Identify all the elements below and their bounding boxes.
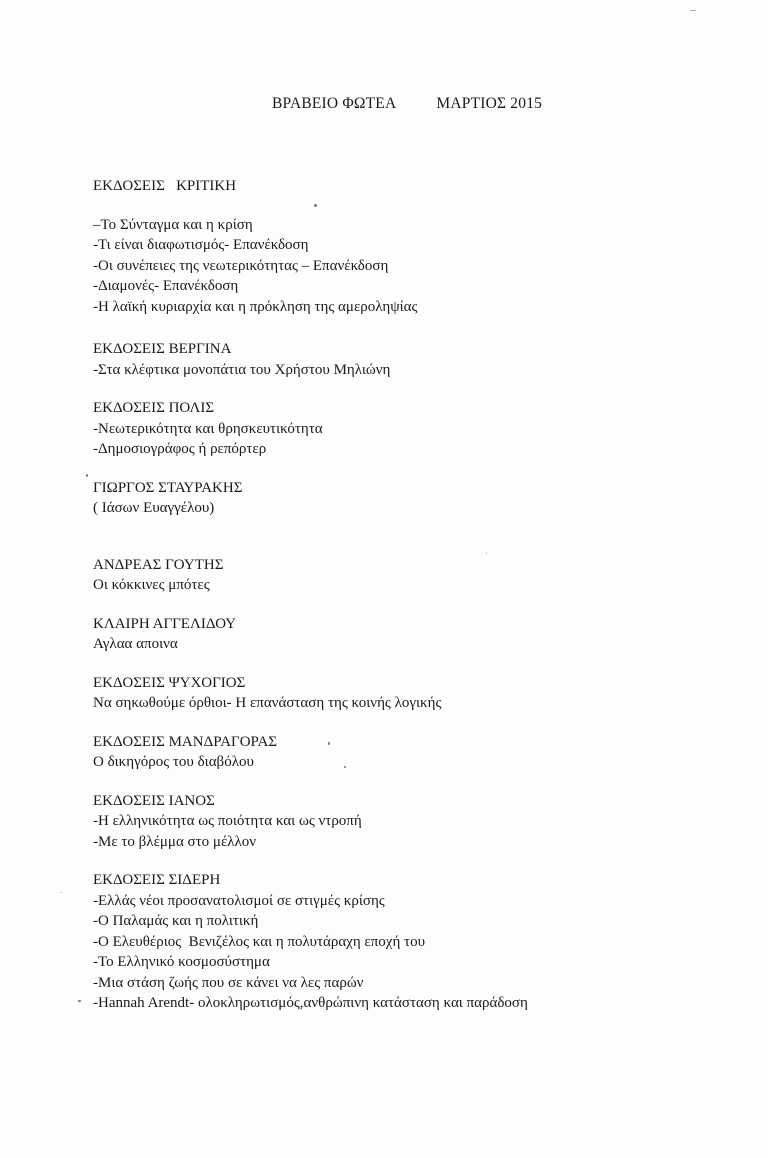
award-title: ΒΡΑΒΕΙΟ ΦΩΤΕΑ bbox=[272, 95, 397, 112]
list-item: -Δημοσιογράφος ή ρεπόρτερ bbox=[93, 441, 267, 457]
section-title: ΕΚΔΟΣΕΙΣ ΠΟΛΙΣ bbox=[93, 400, 215, 416]
list-item: -Ο Παλαμάς και η πολιτική bbox=[93, 913, 259, 929]
scan-speck bbox=[86, 474, 88, 477]
list-item: Ο δικηγόρος του διαβόλου bbox=[93, 754, 254, 770]
list-item: -Ελλάς νέοι προσανατολισμοί σε στιγμές κρίσης bbox=[93, 892, 385, 909]
section-title: ΕΚΔΟΣΕΙΣ ΨΥΧΟΓΙΟΣ bbox=[93, 674, 246, 691]
section-sideri bbox=[93, 870, 733, 1014]
section-title: ΕΚΔΟΣΕΙΣ ΣΙΔΕΡΗ bbox=[93, 872, 221, 888]
list-item: -Η λαϊκή κυριαρχία και η πρόκληση της αμεροληψίας bbox=[93, 298, 418, 315]
list-item: Να σηκωθούμε όρθιοι- Η επανάσταση της κοινής λογικής bbox=[93, 695, 442, 711]
list-item: -Τι είναι διαφωτισμός- Επανέκδοση bbox=[93, 237, 309, 253]
section-goutis bbox=[93, 555, 733, 596]
list-item: –Το Σύνταγμα και η κρίση bbox=[93, 216, 253, 233]
section-psychogios bbox=[93, 673, 733, 714]
list-item: -Hannah Arendt- ολοκληρωτισμός,ανθρώπινη κατάσταση και παράδοση bbox=[93, 995, 528, 1011]
section-mandragoras bbox=[93, 732, 733, 773]
header-date: ΜΑΡΤΙΟΣ 2015 bbox=[436, 95, 543, 112]
list-item: -Μια στάση ζωής που σε κάνει να λες παρών bbox=[93, 974, 364, 991]
section-angelidou bbox=[93, 614, 733, 655]
list-item: -Το Ελληνικό κοσμοσύστημα bbox=[93, 954, 270, 970]
scan-speck bbox=[314, 204, 317, 207]
scan-speck bbox=[328, 742, 330, 745]
section-ianos bbox=[93, 791, 733, 853]
list-item: -Ο Ελευθέριος Βενιζέλος και η πολυτάραχη εποχή του bbox=[93, 933, 426, 950]
scan-speck bbox=[344, 766, 346, 768]
list-item: -Με το βλέμμα στο μέλλον bbox=[93, 833, 257, 850]
section-polis bbox=[93, 398, 733, 460]
scan-speck bbox=[78, 1000, 81, 1002]
scan-speck bbox=[486, 552, 487, 554]
section-title: ΓΙΩΡΓΟΣ ΣΤΑΥΡΑΚΗΣ bbox=[93, 479, 243, 496]
section-stavrakis bbox=[93, 478, 733, 519]
list-item: -Η ελληνικότητα ως ποιότητα και ως ντροπή bbox=[93, 813, 362, 829]
section-title: ΕΚΔΟΣΕΙΣ ΙΑΝΟΣ bbox=[93, 792, 215, 809]
section-kritiki bbox=[93, 176, 733, 317]
section-vergina bbox=[93, 339, 733, 380]
section-title: ΚΛΑΙΡΗ ΑΓΓΕΛΙΔΟΥ bbox=[93, 615, 237, 632]
list-item: -Οι συνέπειες της νεωτερικότητας – Επανέκδοση bbox=[93, 257, 389, 274]
scan-speck bbox=[690, 10, 696, 11]
section-title: ΕΚΔΟΣΕΙΣ ΚΡΙΤΙΚΗ bbox=[93, 178, 237, 194]
list-item: -Στα κλέφτικα μονοπάτια του Χρήστου Μηλιώνη bbox=[93, 361, 391, 378]
scan-speck bbox=[60, 892, 62, 893]
list-item: Οι κόκκινες μπότες bbox=[93, 577, 210, 593]
list-item: -Νεωτερικότητα και θρησκευτικότητα bbox=[93, 420, 323, 437]
section-title: ΕΚΔΟΣΕΙΣ ΒΕΡΓΙΝΑ bbox=[93, 341, 232, 357]
list-item: ( Ιάσων Ευαγγέλου) bbox=[93, 500, 215, 516]
section-title: ΑΝΔΡΕΑΣ ΓΟΥΤΗΣ bbox=[93, 556, 224, 573]
page-header bbox=[272, 95, 542, 113]
section-title: ΕΚΔΟΣΕΙΣ ΜΑΝΔΡΑΓΟΡΑΣ bbox=[93, 733, 278, 750]
list-item: -Διαμονές- Επανέκδοση bbox=[93, 278, 239, 294]
list-item: Αγλαα αποινα bbox=[93, 636, 178, 652]
publisher-list bbox=[93, 176, 733, 1032]
